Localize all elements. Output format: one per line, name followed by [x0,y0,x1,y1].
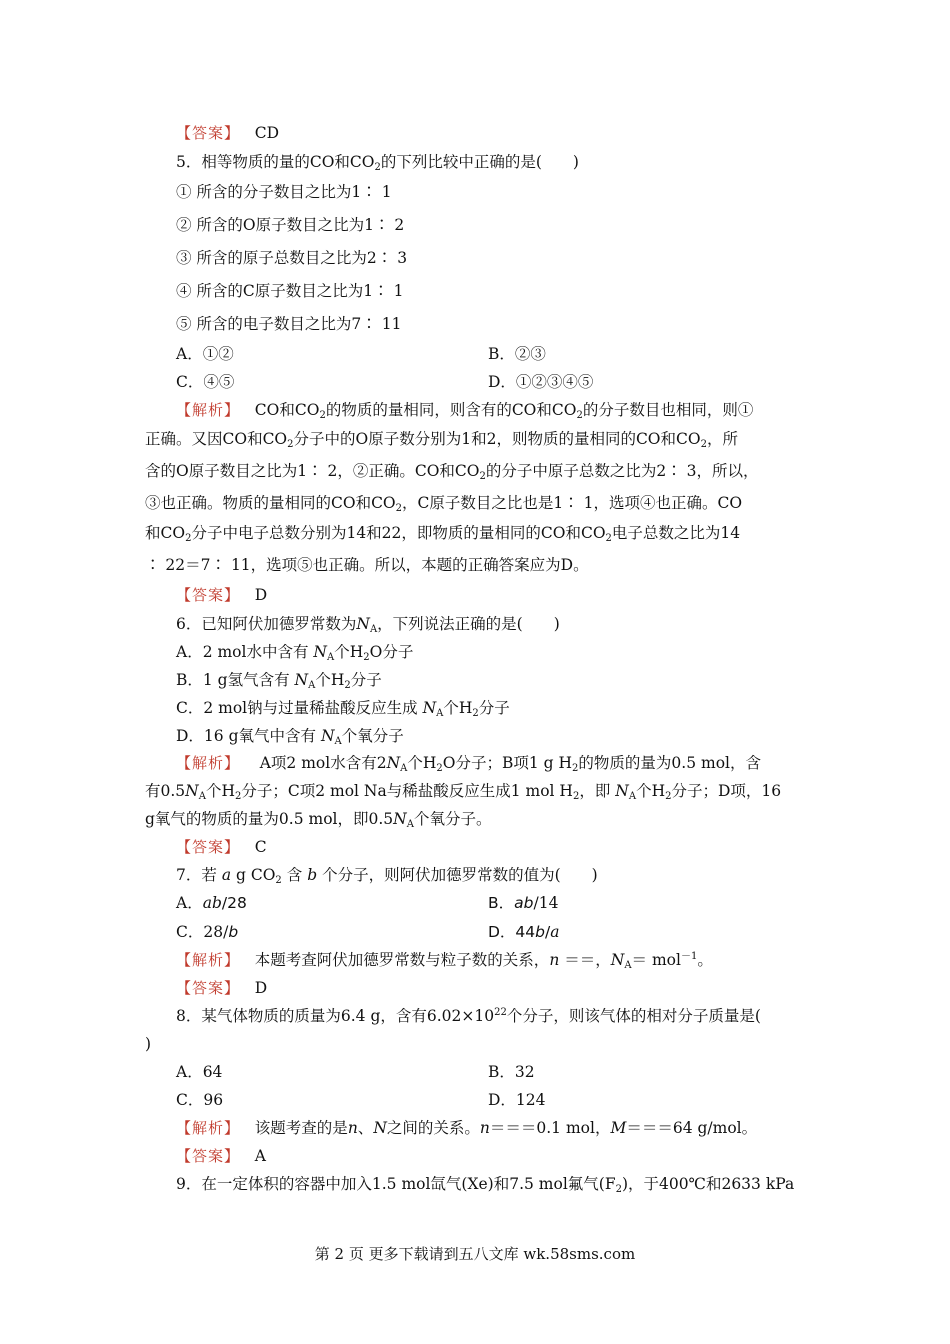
q5-analysis-line-2: 正确。又因CO和$CO_2$分子中的O原子数分别为1和2，则物质的量相同的CO和$CO_2$，所 [145,430,738,450]
q6-option-c: C．2 mol钠与过量稀盐酸反应生成 $N_A$个$H_2$分子 [176,699,510,719]
q5-analysis-line-1: 【解析】 CO和$CO_2$的物质的量相同，则含有的CO和$CO_2$的分子数目也相同，则① [176,401,754,421]
q7-analysis-line: 【解析】 本题考查阿伏加德罗常数与粒子数的关系，n ＝＝，$N_A= mol^{-1}$。 [176,951,713,971]
answer-tag: 【答案】 [176,838,241,856]
q8-analysis-line: 【解析】 该题考查的是n、N之间的关系。n＝＝＝0.1 mol，M＝＝＝64 g/mol。 [176,1119,758,1137]
q5-analysis-line-6: ∶ 22＝7∶ 11，选项⑤也正确。所以，本题的正确答案应为D。 [145,556,589,574]
analysis-tag: 【解析】 [176,951,241,969]
page-footer: 第 2 页 更多下载请到五八文库 wk.58sms.com [314,1245,636,1263]
q7-answer-line [176,978,844,998]
q5-item-3: ③ 所含的原子总数目之比为2∶ 3 [176,249,408,267]
q5-analysis-line-3: 含的O原子数目之比为1∶ 2，②正确。CO和$CO_2$的分子中原子总数之比为2∶ 3，所以， [145,462,759,482]
q6-answer: C [254,838,267,856]
q5-option-a: A．①② [176,345,234,363]
q9-stem: 9．在一定体积的容器中加入1.5 mol氙气(Xe)和7.5 mol氟气$(F_2)$，于400℃和2633 kPa [176,1175,795,1195]
q8-stem-cont: ) [145,1035,152,1053]
q7-answer: D [254,979,268,997]
q7-option-c: C．28/b [176,923,239,941]
q8-option-a: A．64 [176,1063,223,1081]
q5-analysis-line-4: ③也正确。物质的量相同的CO和$CO_2$，C原子数目之比也是1∶ 1，选项④也正确。CO [145,494,743,514]
q5-option-c: C．④⑤ [176,373,235,391]
q5-answer-line [176,585,844,605]
q7-stem: 7．若 a g $CO_2$ 含 b 个分子，则阿伏加德罗常数的值为( ) [176,866,598,886]
q6-option-b: B．1 g氢气含有 $N_A$个$H_2$分子 [176,671,382,691]
q8-option-b: B．32 [488,1063,535,1081]
q5-item-2: ② 所含的O原子数目之比为1∶ 2 [176,216,405,234]
q7-option-a: A．ab/28 [176,894,247,912]
q6-option-d: D．16 g氧气中含有 $N_A$个氧分子 [176,727,404,747]
q4-answer-line [176,123,844,143]
answer-tag: 【答案】 [176,979,241,997]
q5-answer: D [254,586,268,604]
q5-item-5: ⑤ 所含的电子数目之比为7∶ 11 [176,315,402,333]
q5-item-1: ① 所含的分子数目之比为1∶ 1 [176,183,392,201]
q5-option-b: B．②③ [488,345,546,363]
q6-answer-line [176,837,844,857]
q8-stem: 8．某气体物质的质量为6.4 g，含有$6.02\times 10^{22}$个分子，则该气体的相对分子质量是( [176,1007,761,1025]
q6-stem: 6．已知阿伏加德罗常数为$N_A$，下列说法正确的是( ) [176,615,560,635]
q5-item-4: ④ 所含的C原子数目之比为1∶ 1 [176,282,404,300]
q8-answer: A [254,1147,266,1165]
analysis-tag: 【解析】 [176,1119,241,1137]
q7-option-d: D．44b/a [488,923,560,941]
q6-analysis-line-3: g氧气的物质的量为0.5 mol，即$0.5N_A$个氧分子。 [145,810,492,830]
q8-option-c: C．96 [176,1091,224,1109]
q5-option-d: D．①②③④⑤ [488,373,594,391]
answer-tag: 【答案】 [176,124,241,142]
q5-analysis-line-5: 和$CO_2$分子中电子总数分别为14和22，即物质的量相同的CO和$CO_2$电子总数之比为14 [145,524,741,544]
q8-option-d: D．124 [488,1091,546,1109]
answer-tag: 【答案】 [176,586,241,604]
q4-answer: CD [254,124,280,142]
q7-option-b: B．ab/14 [488,894,559,912]
analysis-tag: 【解析】 [176,401,241,419]
q5-stem: 5．相等物质的量的CO和$CO_2$的下列比较中正确的是( ) [176,153,579,173]
q6-analysis-line-1: 【解析】 A项2 mol水含有$2N_A$个$H_2O$分子；B项1 g $H_2$的物质的量为0.5 mol，含 [176,754,761,774]
analysis-tag: 【解析】 [176,754,241,772]
q8-answer-line [176,1146,844,1166]
q6-analysis-line-2: 有$0.5N_A$个$H_2$分子；C项2 mol Na与稀盐酸反应生成1 mol $H_2$，即 $N_A$个$H_2$分子；D项，16 [145,782,782,802]
answer-tag: 【答案】 [176,1147,241,1165]
q6-option-a: A．2 mol水中含有 $N_A$个$H_2O$分子 [176,643,414,663]
